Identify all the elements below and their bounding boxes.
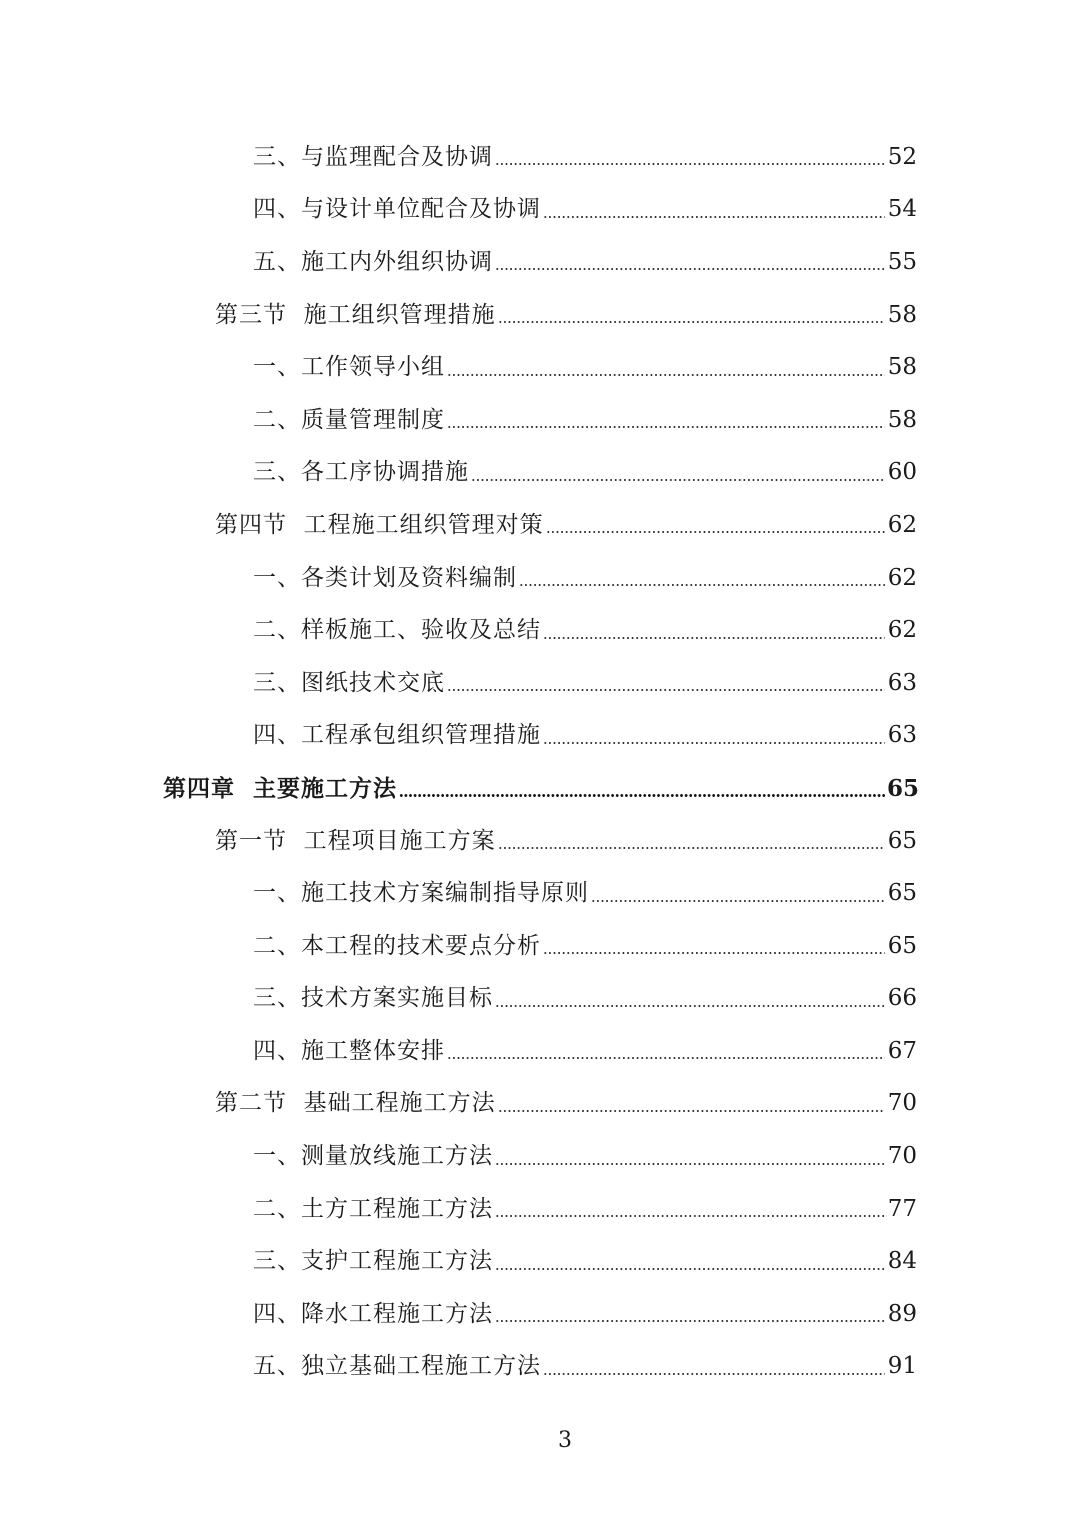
toc-entry-page: 65 xyxy=(887,880,917,907)
dot-leader xyxy=(495,1163,885,1165)
toc-entry-page: 63 xyxy=(887,669,917,696)
toc-entry-page: 60 xyxy=(887,459,917,486)
toc-entry-title: 五、施工内外组织协调 xyxy=(253,248,493,275)
toc-entry[interactable] xyxy=(0,184,1080,237)
dot-leader xyxy=(543,952,885,954)
dot-leader xyxy=(495,1320,885,1322)
toc-entry[interactable] xyxy=(0,289,1080,342)
toc-entry-page: 84 xyxy=(887,1248,917,1275)
toc-entry[interactable] xyxy=(0,815,1080,868)
toc-entry-page: 65 xyxy=(887,827,917,854)
toc-entry-page: 67 xyxy=(887,1037,917,1064)
toc-entry[interactable] xyxy=(0,552,1080,605)
toc-entry[interactable] xyxy=(0,1130,1080,1183)
toc-entry-title: 二、本工程的技术要点分析 xyxy=(253,932,541,959)
toc-entry-title: 四、施工整体安排 xyxy=(253,1037,445,1064)
toc-entry-page: 65 xyxy=(887,932,917,959)
toc-entry-title: 三、图纸技术交底 xyxy=(253,669,445,696)
dot-leader xyxy=(399,794,885,797)
toc-entry[interactable] xyxy=(0,1341,1080,1394)
dot-leader xyxy=(447,374,885,376)
toc-entry-page: 66 xyxy=(887,985,917,1012)
dot-leader xyxy=(447,1057,885,1059)
toc-entry-title: 第三节 施工组织管理措施 xyxy=(215,301,496,328)
toc-entry[interactable] xyxy=(0,394,1080,447)
toc-entry-page: 63 xyxy=(887,722,917,749)
page-number: 3 xyxy=(558,1428,572,1453)
toc-entry-page: 58 xyxy=(887,301,917,328)
toc-entry-title: 第四章 主要施工方法 xyxy=(163,774,398,802)
table-of-contents xyxy=(0,131,1080,1393)
dot-leader xyxy=(495,1005,885,1007)
toc-entry[interactable] xyxy=(0,867,1080,920)
toc-entry[interactable] xyxy=(0,499,1080,552)
toc-entry-page: 70 xyxy=(887,1090,917,1117)
toc-entry-page: 55 xyxy=(887,248,917,275)
toc-entry-page: 62 xyxy=(887,564,917,591)
dot-leader xyxy=(495,268,885,270)
toc-entry[interactable] xyxy=(0,657,1080,710)
toc-entry[interactable] xyxy=(0,1235,1080,1288)
toc-entry-title: 第二节 基础工程施工方法 xyxy=(215,1090,496,1117)
dot-leader xyxy=(471,479,885,481)
toc-entry-title: 五、独立基础工程施工方法 xyxy=(253,1353,541,1380)
toc-entry-title: 二、质量管理制度 xyxy=(253,406,445,433)
toc-entry[interactable] xyxy=(0,236,1080,289)
toc-entry[interactable] xyxy=(0,1183,1080,1236)
dot-leader xyxy=(498,1110,885,1112)
toc-entry[interactable] xyxy=(0,710,1080,763)
toc-entry-page: 52 xyxy=(887,143,917,170)
dot-leader xyxy=(495,1215,885,1217)
toc-entry-title: 一、各类计划及资料编制 xyxy=(253,564,517,591)
dot-leader xyxy=(495,1268,885,1270)
toc-entry-title: 三、与监理配合及协调 xyxy=(253,143,493,170)
dot-leader xyxy=(447,689,885,691)
dot-leader xyxy=(498,847,885,849)
toc-entry-page: 58 xyxy=(887,354,917,381)
toc-entry[interactable] xyxy=(0,341,1080,394)
toc-entry-page: 58 xyxy=(887,406,917,433)
toc-entry-page: 89 xyxy=(887,1300,917,1327)
toc-entry[interactable] xyxy=(0,604,1080,657)
dot-leader xyxy=(519,584,885,586)
dot-leader xyxy=(543,216,885,218)
toc-entry-page: 62 xyxy=(887,511,917,538)
toc-entry[interactable] xyxy=(0,1288,1080,1341)
toc-entry-page: 54 xyxy=(887,196,917,223)
toc-entry-title: 二、土方工程施工方法 xyxy=(253,1195,493,1222)
toc-entry[interactable] xyxy=(0,131,1080,184)
dot-leader xyxy=(498,321,885,323)
dot-leader xyxy=(546,531,885,533)
toc-entry-title: 三、技术方案实施目标 xyxy=(253,985,493,1012)
dot-leader xyxy=(495,163,885,165)
toc-entry-page: 65 xyxy=(887,774,920,802)
toc-entry-title: 一、施工技术方案编制指导原则 xyxy=(253,880,589,907)
toc-entry-title: 四、降水工程施工方法 xyxy=(253,1300,493,1327)
toc-entry-page: 91 xyxy=(887,1353,917,1380)
dot-leader xyxy=(543,637,885,639)
dot-leader xyxy=(447,426,885,428)
toc-entry-title: 三、支护工程施工方法 xyxy=(253,1248,493,1275)
toc-entry-page: 70 xyxy=(887,1143,917,1170)
dot-leader xyxy=(543,742,885,744)
dot-leader xyxy=(543,1373,885,1375)
dot-leader xyxy=(591,900,885,902)
toc-entry-title: 四、工程承包组织管理措施 xyxy=(253,722,541,749)
toc-entry-title: 一、工作领导小组 xyxy=(253,354,445,381)
toc-entry-title: 第一节 工程项目施工方案 xyxy=(215,827,496,854)
toc-entry[interactable] xyxy=(0,1025,1080,1078)
toc-entry-page: 77 xyxy=(887,1195,917,1222)
toc-entry[interactable] xyxy=(0,920,1080,973)
toc-entry[interactable] xyxy=(0,447,1080,500)
toc-entry-title: 四、与设计单位配合及协调 xyxy=(253,196,541,223)
toc-entry-title: 第四节 工程施工组织管理对策 xyxy=(215,511,544,538)
toc-entry[interactable] xyxy=(0,1078,1080,1131)
toc-entry-page: 62 xyxy=(887,617,917,644)
toc-entry-title: 一、测量放线施工方法 xyxy=(253,1143,493,1170)
toc-entry[interactable] xyxy=(0,973,1080,1026)
toc-entry[interactable] xyxy=(0,762,1080,815)
toc-entry-title: 三、各工序协调措施 xyxy=(253,459,469,486)
toc-entry-title: 二、样板施工、验收及总结 xyxy=(253,617,541,644)
